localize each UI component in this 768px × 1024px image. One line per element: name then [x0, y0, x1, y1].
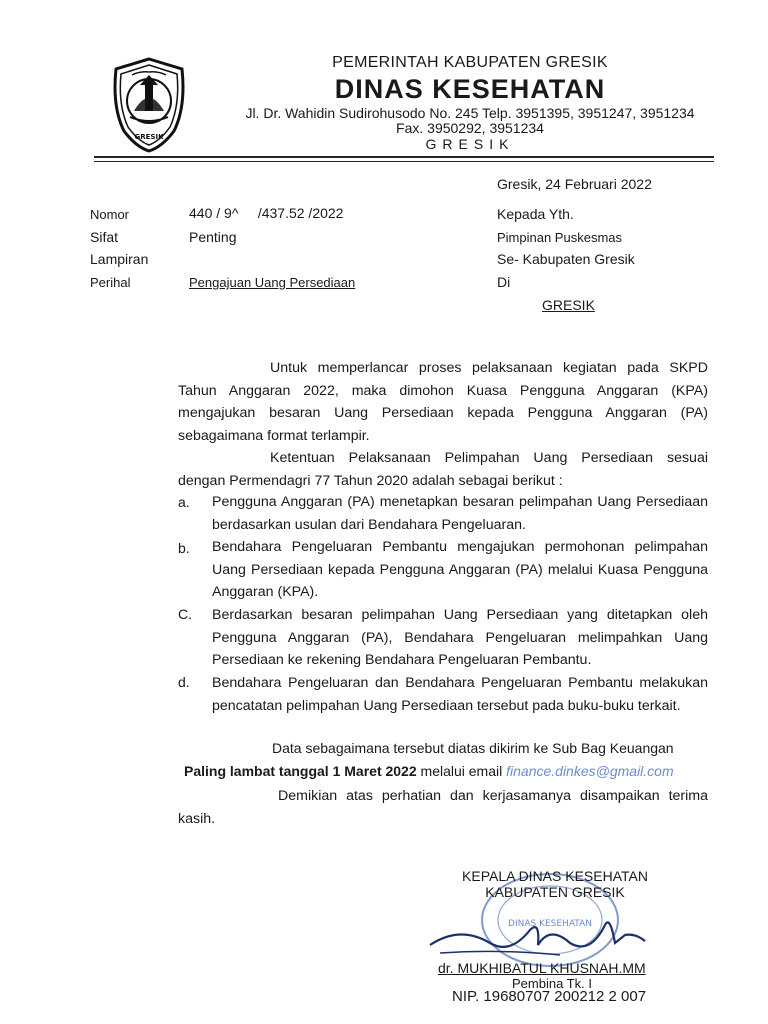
sifat-label: Sifat	[90, 229, 119, 245]
deadline-line	[184, 763, 674, 779]
nomor-label: Nomor	[90, 207, 130, 222]
header-city: GRESIK	[425, 136, 515, 152]
signature-title2: KABUPATEN GRESIK	[485, 884, 625, 900]
handwritten-signature	[420, 905, 650, 965]
header-agency: DINAS KESEHATAN	[334, 74, 606, 104]
body-paragraph-3: Data sebagaimana tersebut diatas dikirim ke Sub Bag Keuangan	[272, 740, 674, 756]
signature-title1: KEPALA DINAS KESEHATAN	[462, 868, 648, 884]
deadline-bold: Paling lambat tanggal 1 Maret 2022	[184, 763, 417, 779]
recipient-line4: Di	[497, 274, 511, 290]
body-paragraph-4: Demikian atas perhatian dan kerjasamanya disampaikan terima kasih.	[178, 788, 708, 827]
header-org: PEMERINTAH KABUPATEN GRESIK	[332, 54, 608, 71]
body-paragraph-2: Ketentuan Pelaksanaan Pelimpahan Uang Persediaan sesuai dengan Permendagri 77 Tahun 2020 adalah sebagai berikut :	[178, 450, 708, 489]
body-paragraph-1: Untuk memperlancar proses pelaksanaan kegiatan pada SKPD Tahun Anggaran 2022, maka dimohon Kuasa Pengguna Anggaran (KPA) mengajukan besaran Uang Persediaan kepada Pengguna Anggaran (PA) sebagaimana format terlampir.	[178, 360, 708, 444]
lampiran-label: Lampiran	[90, 251, 149, 267]
perihal-value: Pengajuan Uang Persediaan	[189, 275, 356, 290]
recipient-line3: Se- Kabupaten Gresik	[497, 251, 635, 267]
list-item-mark: C.	[178, 606, 192, 622]
header-fax-line: Fax. 3950292, 3951234	[396, 120, 544, 136]
header-rule-thick	[94, 156, 714, 158]
nomor-value: 440 / 9^ /437.52 /2022	[189, 205, 344, 221]
list-item-mark: b.	[178, 540, 190, 556]
recipient-line5: GRESIK	[542, 297, 595, 313]
list-item-text: Pengguna Anggaran (PA) menetapkan besaran pelimpahan Uang Persediaan berdasarkan usulan dari Bendahara Pengeluaran.	[212, 494, 708, 533]
perihal-label: Perihal	[90, 275, 131, 290]
recipient-line1: Kepada Yth.	[497, 206, 574, 222]
header-address	[220, 106, 720, 136]
signature-name: dr. MUKHIBATUL KHUSNAH.MM	[438, 960, 646, 976]
regency-logo	[110, 55, 188, 153]
signature-nip: NIP. 19680707 200212 2 007	[452, 988, 647, 1005]
logo-text: GRESIK	[134, 133, 164, 141]
stamp-text: DINAS KESEHATAN	[508, 919, 592, 929]
email-link[interactable]: finance.dinkes@gmail.com	[506, 763, 674, 779]
list-item-mark: d.	[178, 674, 190, 690]
letter-date: Gresik, 24 Februari 2022	[497, 176, 652, 192]
deadline-rest: melalui email	[416, 763, 507, 779]
sifat-value: Penting	[189, 229, 237, 245]
list-item-text: Berdasarkan besaran pelimpahan Uang Persediaan yang ditetapkan oleh Pengguna Anggaran (PA), Bendahara Pengeluaran melimpahkan Uang Persediaan ke rekening Bendahara Pengeluaran Pembantu.	[212, 607, 708, 668]
list-item-text: Bendahara Pengeluaran Pembantu mengajukan permohonan pelimpahan Uang Persediaan kepada Pengguna Anggaran (PA) melalui Kuasa Pengguna Anggaran (KPA).	[212, 539, 708, 600]
recipient-line2: Pimpinan Puskesmas	[497, 230, 622, 245]
header-address-line: Jl. Dr. Wahidin Sudirohusodo No. 245 Telp. 3951395, 3951247, 3951234	[245, 105, 695, 121]
list-item-text: Bendahara Pengeluaran dan Bendahara Pengeluaran Pembantu melakukan pencatatan pelimpahan Uang Persediaan tersebut pada buku-buku terkait.	[212, 675, 708, 714]
header-rule-thin	[94, 161, 714, 162]
signature-rank: Pembina Tk. I	[512, 976, 592, 991]
list-item-mark: a.	[178, 494, 190, 510]
